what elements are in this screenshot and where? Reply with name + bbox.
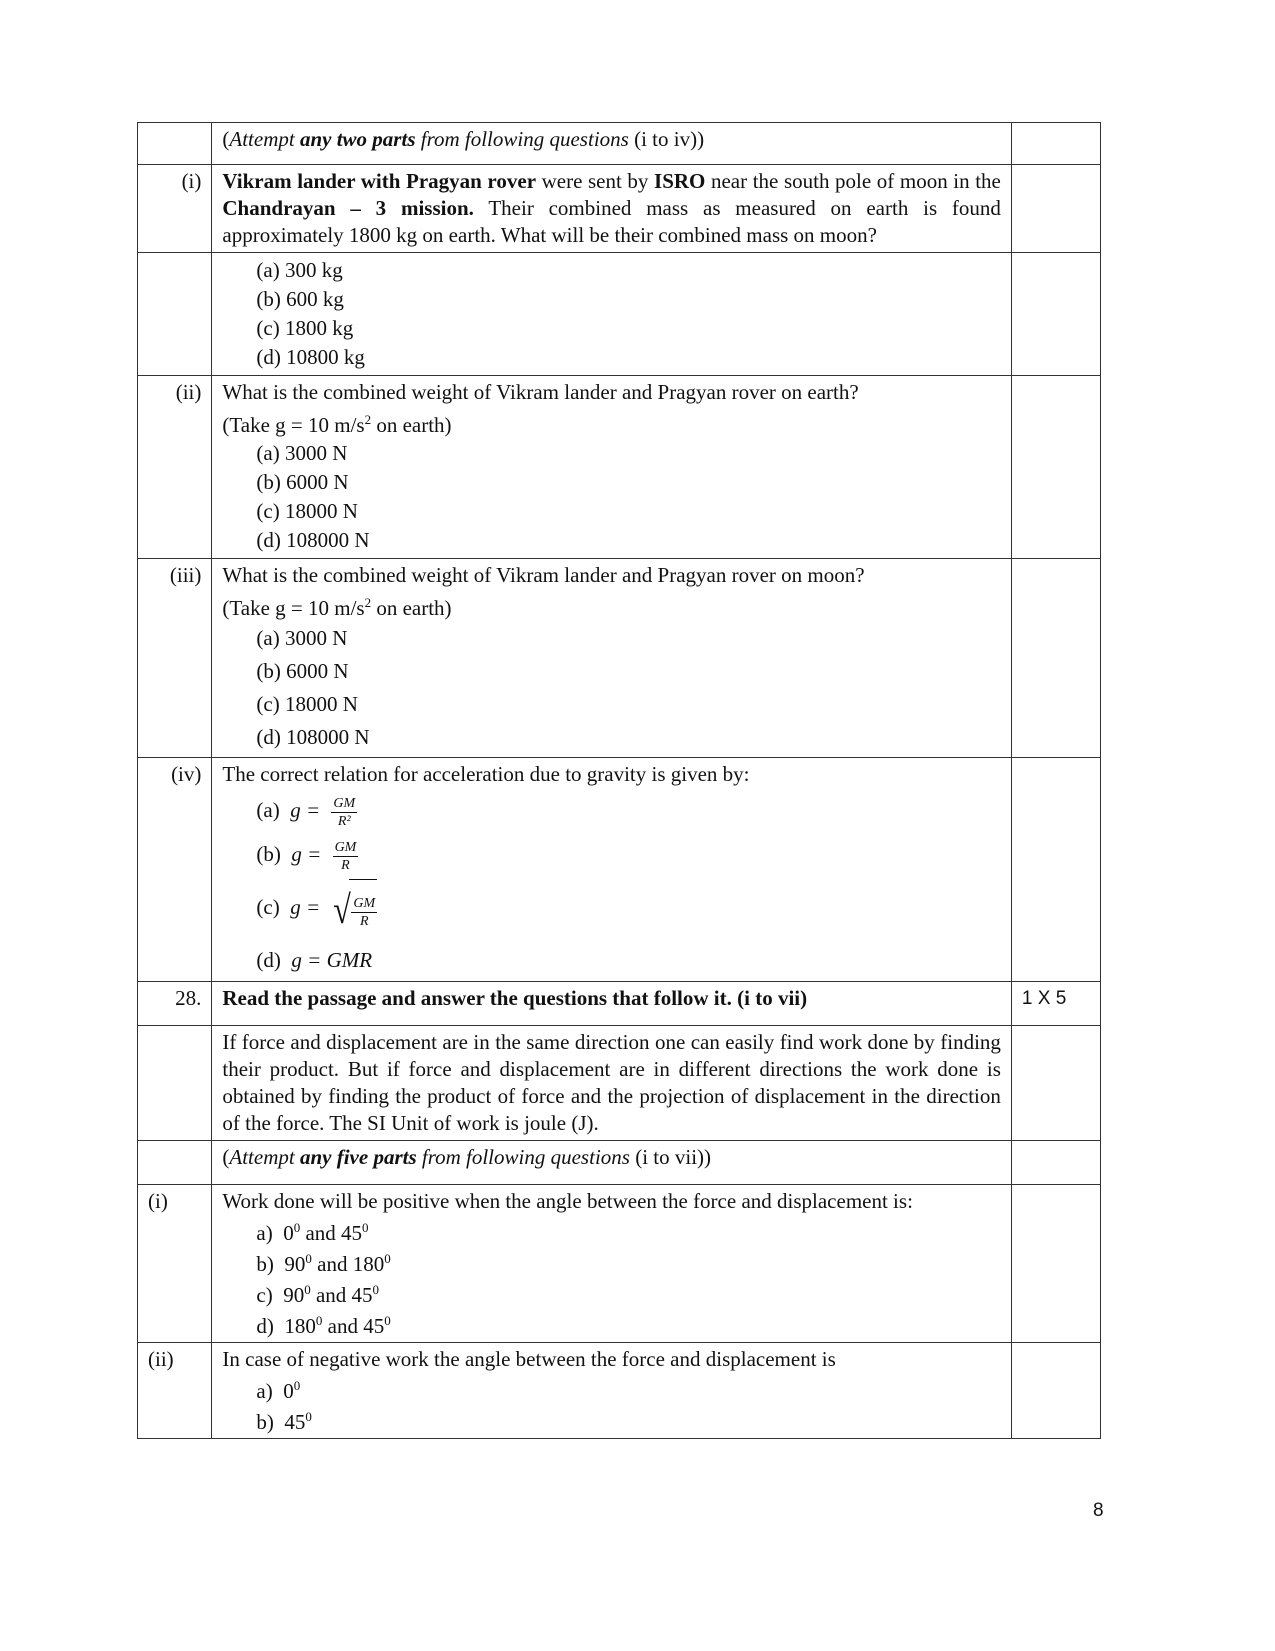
q27-instruction: (Attempt any two parts from following questions (i to iv))	[212, 123, 1012, 165]
q27-part-i-row	[138, 165, 1101, 253]
question-heading: Read the passage and answer the questions that follow it. (i to vii)	[212, 981, 1012, 1025]
option: c) $90^0$ and $45^0$	[256, 1281, 380, 1307]
question-text: Work done will be positive when the angle between the force and displacement is:	[222, 1188, 913, 1213]
q27-part-iii-row	[138, 559, 1101, 758]
q28-passage-row	[138, 1025, 1101, 1140]
option: a) $0^0$ and $45^0$	[256, 1219, 369, 1245]
part-number: (iv)	[138, 758, 212, 982]
option: (c) g = √ $\frac{GM}{R}$	[256, 876, 1001, 942]
question-number: 28.	[138, 981, 212, 1025]
formula-options	[222, 788, 1001, 978]
option: (b) 600 kg	[256, 287, 344, 311]
question-text: The correct relation for acceleration due to gravity is given by:	[222, 762, 750, 786]
option: (d) g = GMR	[256, 947, 373, 972]
option: (c) 18000 N	[256, 692, 358, 716]
part-number: (i)	[138, 165, 212, 253]
square-root: √ $\frac{GM}{R}$	[331, 877, 377, 942]
part-number: (ii)	[138, 1342, 212, 1438]
q27-part-iv-row	[138, 758, 1101, 982]
question-text: What is the combined weight of Vikram lander and Pragyan rover on moon?	[222, 563, 865, 587]
fraction: $\frac{GM}{\text{R²}}$	[333, 795, 356, 829]
option: (a) 300 kg	[256, 258, 343, 282]
given-value: (Take g = 10 $m/s^2$ on earth)	[222, 412, 452, 437]
q28-instruction: (Attempt any five parts from following questions (i to vii))	[212, 1140, 1012, 1184]
question-text: What is the combined weight of Vikram lander and Pragyan rover on earth?	[222, 380, 859, 404]
q27-instruction-row	[138, 123, 1101, 165]
option: (d) 108000 N	[256, 725, 370, 749]
marks: 1 X 5	[1011, 981, 1100, 1025]
question-text: In case of negative work the angle between the force and displacement is	[222, 1346, 836, 1371]
option: (b) 6000 N	[256, 470, 349, 494]
options-list	[222, 1215, 1001, 1339]
part-number: (iii)	[138, 559, 212, 758]
option: (a) g = $\frac{GM}{\text{R²}}$	[256, 795, 356, 829]
given-value: (Take g = 10 $m/s^2$ on earth)	[222, 595, 452, 620]
option: b) $45^0$	[256, 1408, 312, 1434]
q27-part-i-options-row	[138, 253, 1101, 376]
options-list	[222, 439, 1001, 555]
option: (d) 10800 kg	[256, 345, 365, 369]
fraction: $\frac{GM}{R}$	[334, 839, 357, 873]
q28-part-i-row	[138, 1184, 1101, 1342]
option: (a) 3000 N	[256, 626, 348, 650]
passage: If force and displacement are in the same direction one can easily find work done by finding their product. But if force and displacement are in different directions the work done is obtained by finding the product of force and the projection of displacement in the direction of the force. The SI Unit of work is joule (J).	[212, 1025, 1012, 1140]
options-list	[222, 1373, 1001, 1435]
q28-part-ii-row	[138, 1342, 1101, 1438]
q27-part-ii-row	[138, 376, 1101, 559]
question-table	[137, 122, 1101, 1439]
q28-heading-row	[138, 981, 1101, 1025]
option: (a) 3000 N	[256, 441, 348, 465]
options-list	[222, 622, 1001, 754]
option: b) $90^0$ and $180^0$	[256, 1250, 391, 1276]
option: a) $0^0$	[256, 1377, 301, 1403]
option: (c) 18000 N	[256, 499, 358, 523]
question-text: Vikram lander with Pragyan rover were sent by ISRO near the south pole of moon in the Chandrayan – 3 mission. Their combined mass as measured on earth is found approximately 1800 kg on earth. What will be their combined mass on moon?	[212, 165, 1012, 253]
option: (c) 1800 kg	[256, 316, 354, 340]
part-number: (ii)	[138, 376, 212, 559]
option: d) $180^0$ and $45^0$	[256, 1312, 391, 1338]
page-number: 8	[1093, 1500, 1104, 1521]
options-list	[222, 256, 1001, 372]
option: (b) 6000 N	[256, 659, 349, 683]
option: (b) g = $\frac{GM}{R}$	[256, 839, 357, 873]
q28-instruction-row	[138, 1140, 1101, 1184]
option: (d) 108000 N	[256, 528, 370, 552]
part-number: (i)	[138, 1184, 212, 1342]
